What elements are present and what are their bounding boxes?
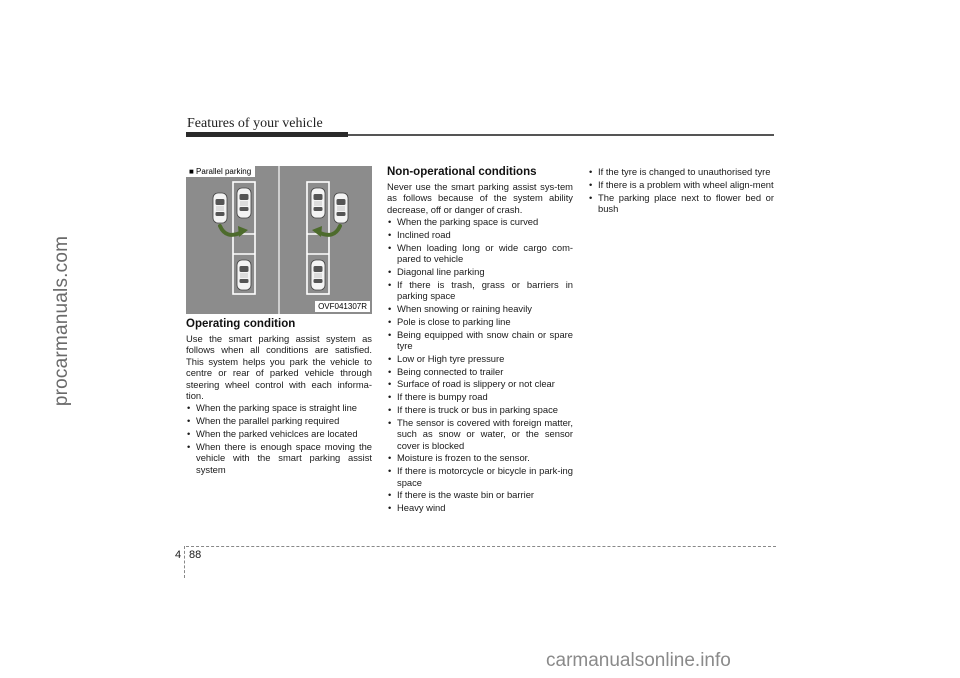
list-item: • If there is a problem with wheel align-ment [588,179,774,190]
operating-heading: Operating condition [186,318,296,330]
nonoperational-continued [588,166,774,216]
list-item: • The parking place next to flower bed or bush [588,192,774,215]
list-item: • When the parking space is straight line [186,402,372,413]
list-item: • When there is enough space moving the vehicle with the smart parking assist system [186,441,372,475]
operating-section [186,318,372,476]
list-item: • Being connected to trailer [387,366,573,377]
running-header-title: Features of your vehicle [187,116,323,131]
list-item: • Pole is close to parking line [387,316,573,327]
list-item: • When the parked vehiclces are located [186,428,372,439]
nonoperational-list-continued [588,166,774,214]
parallel-parking-figure [186,166,372,314]
list-item: • Surface of road is slippery or not clear [387,378,573,389]
list-item: • Moisture is frozen to the sensor. [387,452,573,463]
figure-code: OVF041307R [315,301,370,312]
list-item: • When the parallel parking required [186,415,372,426]
parking-illustration [186,166,372,314]
list-item: • When snowing or raining heavily [387,303,573,314]
page-number: 88 [189,549,202,561]
nonoperational-section [387,166,573,515]
list-item: • If there is the waste bin or barrier [387,489,573,500]
list-item: • If there is motorcycle or bicycle in park-ing space [387,465,573,488]
list-item: • When the parking space is curved [387,216,573,227]
list-item: • The sensor is covered with foreign matter, such as snow or water, or the sensor cover is blocked [387,417,573,451]
figure-caption-label: ■ Parallel parking [186,166,255,177]
header-rule-thin [348,134,774,136]
list-item: • Low or High tyre pressure [387,353,573,364]
list-item: • Being equipped with snow chain or spare tyre [387,329,573,352]
nonoperational-intro: Never use the smart parking assist sys-tem as follows because of the system ability decrease, off or danger of crash. [387,181,573,215]
chapter-number: 4 [175,549,182,561]
bottom-watermark: carmanualsonline.info [546,650,731,671]
list-item: • If there is bumpy road [387,391,573,402]
operating-list [186,402,372,475]
list-item: • If there is trash, grass or barriers in parking space [387,279,573,302]
list-item: • Diagonal line parking [387,266,573,277]
nonoperational-heading: Non-operational conditions [387,166,537,178]
footer-rule [186,546,776,547]
list-item: • When loading long or wide cargo com-pared to vehicle [387,242,573,265]
side-watermark: procarmanuals.com [51,235,72,407]
list-item: • If there is truck or bus in parking space [387,404,573,415]
footer-vertical-rule [184,546,185,578]
list-item: • Inclined road [387,229,573,240]
header-rule-thick [186,132,348,137]
list-item: • If the tyre is changed to unauthorised tyre [588,166,774,177]
operating-intro: Use the smart parking assist system as follows when all conditions are satisfied. This system helps you park the vehicle to centre or rear of parked vehicle through steering wheel control with each informa-tion. [186,333,372,402]
nonoperational-list [387,216,573,513]
list-item: • Heavy wind [387,502,573,513]
